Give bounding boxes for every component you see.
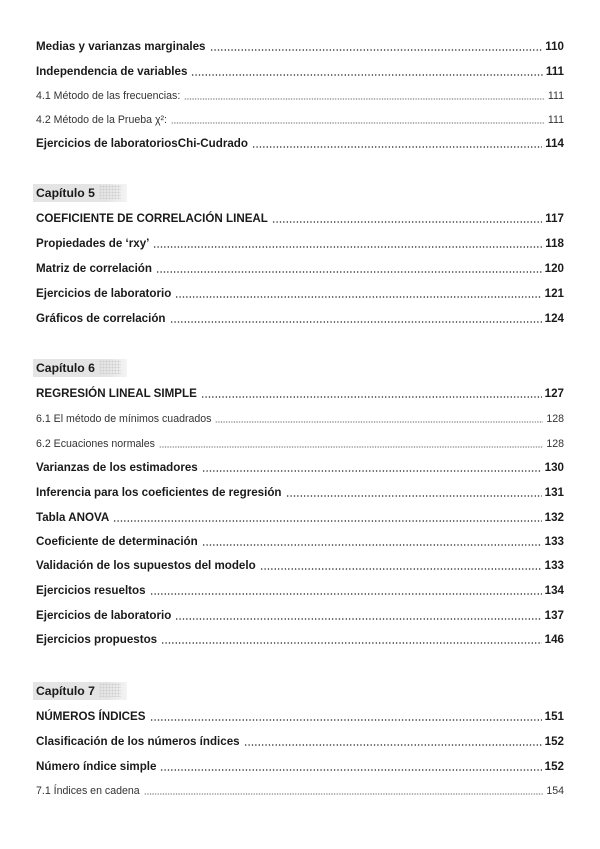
toc-entry[interactable] <box>36 605 564 623</box>
toc-entry-title: Matriz de correlación <box>36 262 152 275</box>
toc-entry[interactable] <box>36 706 564 724</box>
toc-entry-title: Gráficos de correlación <box>36 312 166 325</box>
toc-entry-page: 120 <box>544 262 564 275</box>
toc-entry-page: 134 <box>544 584 564 597</box>
toc-entry[interactable] <box>36 482 564 500</box>
toc-entry-title: 6.2 Ecuaciones normales <box>36 438 155 450</box>
leader-dots <box>244 744 542 746</box>
toc-entry-title: Propiedades de ‘rxy’ <box>36 237 150 250</box>
toc-entry[interactable] <box>36 36 564 54</box>
toc-entry-page: 124 <box>544 312 564 325</box>
toc-entry[interactable] <box>36 283 564 301</box>
leader-dots <box>202 544 542 546</box>
toc-entry-page: 111 <box>547 114 564 126</box>
toc-entry-title: Medias y varianzas marginales <box>36 40 206 53</box>
toc-entry-page: 128 <box>546 413 564 425</box>
leader-dots <box>191 74 543 76</box>
toc-entry-page: 114 <box>545 137 564 150</box>
toc-entry-title: 4.1 Método de las frecuencias: <box>36 90 181 102</box>
toc-entry-page: 146 <box>544 633 564 646</box>
toc-subentry[interactable] <box>36 780 564 798</box>
toc-entry-title: 4.2 Método de la Prueba χ²: <box>36 114 167 126</box>
toc-entry-title: 7.1 Índices en cadena <box>36 785 140 797</box>
toc-entry[interactable] <box>36 531 564 549</box>
leader-dots <box>160 769 541 771</box>
toc-entry-title: Ejercicios resueltos <box>36 584 146 597</box>
toc-entry-title: Varianzas de los estimadores <box>36 461 198 474</box>
toc-entry-page: 111 <box>545 65 564 78</box>
chapter-label: Capítulo 7 <box>36 684 95 698</box>
toc-entry-page: 151 <box>544 710 564 723</box>
leader-dots <box>170 321 542 323</box>
leader-dots <box>150 593 542 595</box>
leader-dots <box>202 470 542 472</box>
chapter-heading <box>33 184 127 202</box>
leader-dots <box>113 520 541 522</box>
toc-entry[interactable] <box>36 258 564 276</box>
toc-entry[interactable] <box>36 555 564 573</box>
toc-entry[interactable] <box>36 731 564 749</box>
toc-entry-title: Validación de los supuestos del modelo <box>36 559 256 572</box>
toc-entry-page: 128 <box>546 438 564 450</box>
toc-entry-page: 133 <box>544 559 564 572</box>
toc-subentry[interactable] <box>36 408 564 426</box>
toc-entry[interactable] <box>36 457 564 475</box>
leader-dots <box>171 122 545 124</box>
chapter-label: Capítulo 6 <box>36 361 95 375</box>
toc-entry-title: NÚMEROS ÍNDICES <box>36 710 146 723</box>
toc-subentry[interactable] <box>36 85 564 103</box>
leader-dots <box>286 495 542 497</box>
toc-entry[interactable] <box>36 61 564 79</box>
leader-dots <box>175 618 541 620</box>
leader-dots <box>156 271 542 273</box>
toc-entry-page: 127 <box>544 387 564 400</box>
leader-dots <box>184 98 545 100</box>
leader-dots <box>260 568 542 570</box>
toc-entry-title: COEFICIENTE DE CORRELACIÓN LINEAL <box>36 212 268 225</box>
toc-entry-page: 110 <box>545 40 564 53</box>
toc-entry[interactable] <box>36 208 564 226</box>
leader-dots <box>159 446 543 448</box>
leader-dots <box>161 642 542 644</box>
toc-entry-title: REGRESIÓN LINEAL SIMPLE <box>36 387 197 400</box>
toc-entry[interactable] <box>36 383 564 401</box>
leader-dots <box>210 49 543 51</box>
chapter-label: Capítulo 5 <box>36 186 95 200</box>
toc-entry[interactable] <box>36 580 564 598</box>
toc-entry-title: Ejercicios de laboratorio <box>36 609 172 622</box>
toc-entry[interactable] <box>36 308 564 326</box>
toc-entry-page: 132 <box>544 511 564 524</box>
toc-entry-title: Independencia de variables <box>36 65 188 78</box>
toc-entry-title: Ejercicios propuestos <box>36 633 158 646</box>
leader-dots <box>215 421 543 423</box>
leader-dots <box>150 719 542 721</box>
toc-entry-page: 152 <box>544 735 564 748</box>
toc-entry-page: 154 <box>546 785 564 797</box>
leader-dots <box>144 793 544 795</box>
toc-entry-page: 152 <box>544 760 564 773</box>
leader-dots <box>272 221 542 223</box>
toc-entry-title: Inferencia para los coeficientes de regresión <box>36 486 282 499</box>
toc-entry[interactable] <box>36 629 564 647</box>
toc-entry[interactable] <box>36 507 564 525</box>
toc-entry-page: 118 <box>545 237 564 250</box>
leader-dots <box>252 146 542 148</box>
toc-entry-page: 111 <box>547 90 564 102</box>
chapter-heading <box>33 682 127 700</box>
leader-dots <box>153 246 542 248</box>
leader-dots <box>175 296 541 298</box>
toc-entry-title: Ejercicios de laboratoriosChi-Cudrado <box>36 137 248 150</box>
leader-dots <box>201 396 542 398</box>
toc-entry[interactable] <box>36 233 564 251</box>
toc-entry-title: Tabla ANOVA <box>36 511 110 524</box>
toc-entry[interactable] <box>36 133 564 151</box>
toc-subentry[interactable] <box>36 109 564 127</box>
toc-entry-page: 137 <box>544 609 564 622</box>
toc-entry[interactable] <box>36 756 564 774</box>
toc-entry-title: 6.1 El método de mínimos cuadrados <box>36 413 212 425</box>
toc-entry-page: 117 <box>545 212 564 225</box>
toc-entry-page: 131 <box>544 486 564 499</box>
toc-entry-page: 133 <box>544 535 564 548</box>
toc-entry-title: Número índice simple <box>36 760 157 773</box>
toc-entry-page: 121 <box>544 287 564 300</box>
toc-entry-title: Clasificación de los números índices <box>36 735 240 748</box>
chapter-heading <box>33 359 127 377</box>
toc-entry-page: 130 <box>544 461 564 474</box>
toc-entry-title: Coeficiente de determinación <box>36 535 198 548</box>
toc-entry-title: Ejercicios de laboratorio <box>36 287 172 300</box>
toc-subentry[interactable] <box>36 433 564 451</box>
